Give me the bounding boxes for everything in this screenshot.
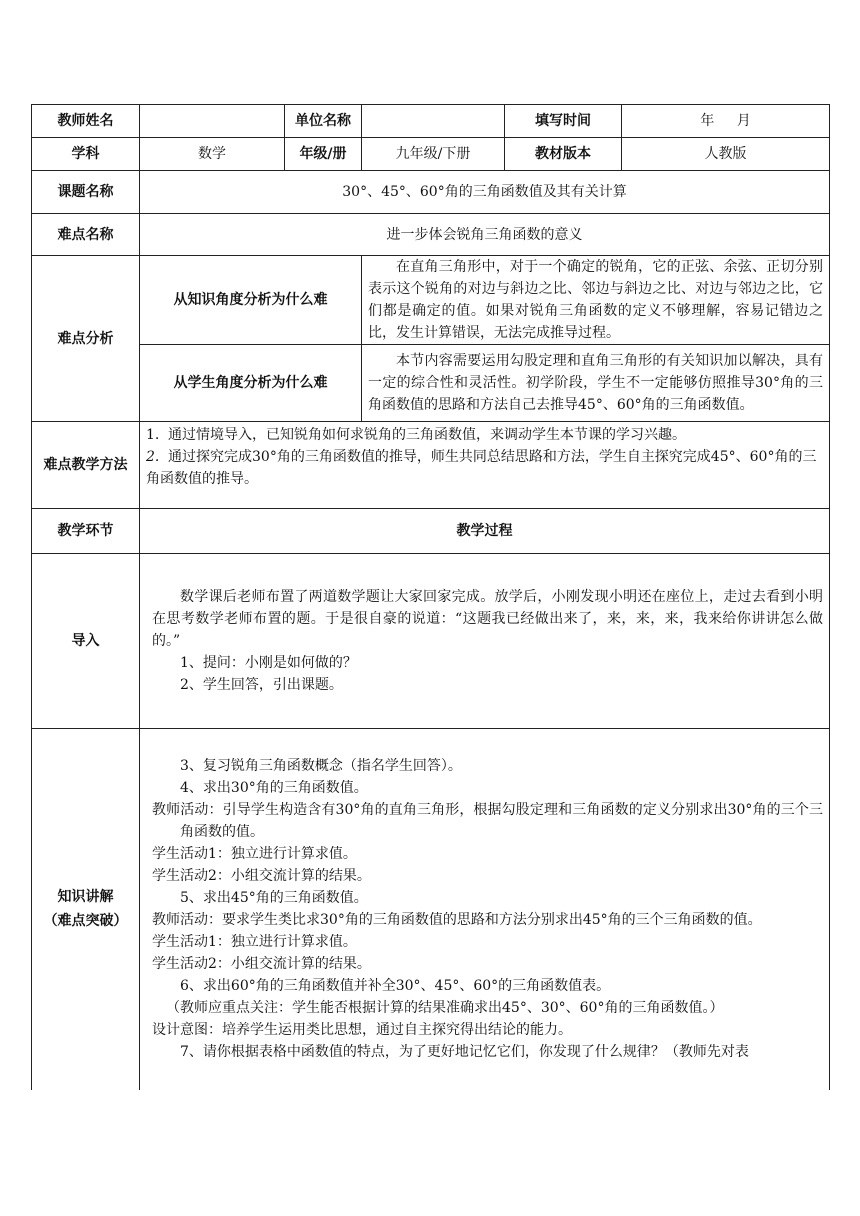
knowledge-line: 教师活动：要求学生类比求30°角的三角函数值的思路和方法分别求出45°角的三个三角函数的值。 bbox=[152, 912, 762, 928]
knowledge-line: 3、复习锐角三角函数概念（指名学生回答）。 bbox=[180, 758, 462, 774]
row-knowledge bbox=[32, 729, 830, 1090]
knowledge-content bbox=[140, 729, 830, 1090]
row-subject bbox=[32, 138, 830, 171]
analysis-label: 难点分析 bbox=[32, 256, 140, 422]
teacher-label: 教师姓名 bbox=[32, 105, 140, 138]
row-analysis-knowledge bbox=[32, 256, 830, 345]
grade-value: 九年级/下册 bbox=[362, 138, 505, 171]
row-teacher bbox=[32, 105, 830, 138]
knowledge-label-line2: （难点突破） bbox=[43, 913, 128, 930]
knowledge-label-line1: 知识讲解 bbox=[57, 889, 114, 906]
topic-label: 课题名称 bbox=[32, 171, 140, 214]
method-item bbox=[146, 446, 823, 490]
lesson-plan-form bbox=[31, 104, 829, 1090]
knowledge-label bbox=[32, 729, 140, 1090]
subject-value: 数学 bbox=[140, 138, 285, 171]
grade-label: 年级/册 bbox=[285, 138, 362, 171]
date-value: 年 月 bbox=[622, 105, 830, 138]
knowledge-angle-text: 在直角三角形中，对于一个确定的锐角，它的正弦、余弦、正切分别表示这个锐角的对边与斜边之比、邻边与斜边之比、对边与邻边之比，它们都是确定的值。如果对锐角三角函数的定义不够理解，容易记错边之比，发生计算错误，无法完成推导过程。 bbox=[362, 256, 830, 345]
knowledge-line: 学生活动2：小组交流计算的结果。 bbox=[152, 868, 371, 884]
unit-value bbox=[362, 105, 505, 138]
edition-label: 教材版本 bbox=[505, 138, 622, 171]
row-difficulty bbox=[32, 214, 830, 256]
unit-label: 单位名称 bbox=[285, 105, 362, 138]
topic-value: 30°、45°、60°角的三角函数值及其有关计算 bbox=[140, 171, 830, 214]
row-process-header bbox=[32, 509, 830, 554]
date-label: 填写时间 bbox=[505, 105, 622, 138]
difficulty-label: 难点名称 bbox=[32, 214, 140, 256]
method-item-number: 2. bbox=[146, 449, 160, 465]
method-item-number: 1. bbox=[146, 427, 160, 443]
knowledge-angle-label: 从知识角度分析为什么难 bbox=[140, 256, 362, 345]
method-label: 难点教学方法 bbox=[32, 422, 140, 509]
knowledge-line: 6、求出60°角的三角函数值并补全30°、45°、60°的三角函数值表。 bbox=[180, 978, 611, 994]
edition-value: 人教版 bbox=[622, 138, 830, 171]
student-angle-text: 本节内容需要运用勾股定理和直角三角形的有关知识加以解决，具有一定的综合性和灵活性。初学阶段，学生不一定能够仿照推导30°角的三角函数值的思路和方法自己去推导45°、60°角的三角函数值。 bbox=[362, 345, 830, 422]
row-analysis-student bbox=[32, 345, 830, 422]
process-header: 教学过程 bbox=[140, 509, 830, 554]
method-item-text: 通过探究完成30°角的三角函数值的推导，师生共同总结思路和方法，学生自主探究完成45°、60°角的三角函数值的推导。 bbox=[146, 449, 817, 487]
method-list bbox=[140, 422, 830, 509]
knowledge-line: 教师活动：引导学生构造含有30°角的直角三角形，根据勾股定理和三角函数的定义分别求出30°角的三个三角函数的值。 bbox=[152, 802, 823, 840]
knowledge-line: 设计意图：培养学生运用类比思想，通过自主探究得出结论的能力。 bbox=[152, 1022, 572, 1038]
knowledge-line: 学生活动1：独立进行计算求值。 bbox=[152, 934, 357, 950]
knowledge-line: （教师应重点关注：学生能否根据计算的结果准确求出45°、30°、60°角的三角函数值。） bbox=[166, 1000, 724, 1016]
knowledge-line: 4、求出30°角的三角函数值。 bbox=[180, 780, 368, 796]
intro-paragraph: 数学课后老师布置了两道数学题让大家回家完成。放学后，小刚发现小明还在座位上，走过去看到小明在思考数学老师布置的题。于是很自豪的说道：“这题我已经做出来了，来，来，来，我来给你讲讲怎么做的。” bbox=[152, 589, 823, 649]
knowledge-line: 学生活动1：独立进行计算求值。 bbox=[152, 846, 357, 862]
method-item bbox=[146, 424, 823, 446]
method-item-text: 通过情境导入，已知锐角如何求锐角的三角函数值，来调动学生本节课的学习兴趣。 bbox=[168, 427, 686, 443]
row-topic bbox=[32, 171, 830, 214]
difficulty-value: 进一步体会锐角三角函数的意义 bbox=[140, 214, 830, 256]
intro-content bbox=[140, 554, 830, 729]
knowledge-line: 7、请你根据表格中函数值的特点，为了更好地记忆它们，你发现了什么规律？（教师先对表 bbox=[180, 1044, 749, 1060]
knowledge-line: 学生活动2：小组交流计算的结果。 bbox=[152, 956, 371, 972]
stage-header: 教学环节 bbox=[32, 509, 140, 554]
intro-line: 1、提问：小刚是如何做的？ bbox=[180, 655, 357, 671]
row-intro bbox=[32, 554, 830, 729]
lesson-plan-table bbox=[31, 104, 830, 1090]
intro-label: 导入 bbox=[32, 554, 140, 729]
row-method bbox=[32, 422, 830, 509]
knowledge-line: 5、求出45°角的三角函数值。 bbox=[180, 890, 368, 906]
student-angle-label: 从学生角度分析为什么难 bbox=[140, 345, 362, 422]
teacher-value bbox=[140, 105, 285, 138]
intro-line: 2、学生回答，引出课题。 bbox=[180, 677, 343, 693]
subject-label: 学科 bbox=[32, 138, 140, 171]
